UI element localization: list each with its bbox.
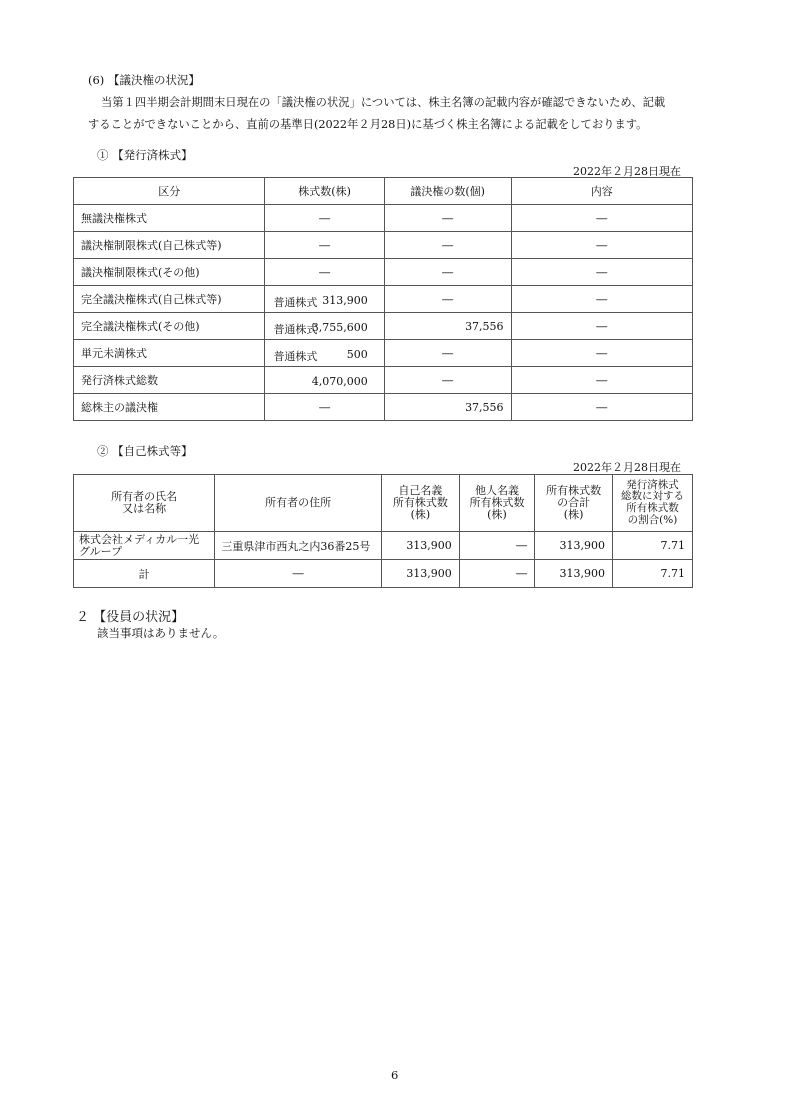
table-row: [74, 532, 693, 560]
row-shares-cell: [265, 286, 384, 313]
row-content: ―: [511, 313, 692, 340]
total-label: 計: [74, 560, 215, 588]
row-content: ―: [511, 205, 692, 232]
row-label: 完全議決権株式(その他): [74, 313, 265, 340]
paragraph-line-1: 当第１四半期会計期間末日現在の「議決権の状況」については、株主名簿の記載内容が確認できないため、記載: [101, 96, 666, 109]
row-shares-cell: [265, 367, 384, 394]
row-label: 発行済株式総数: [74, 367, 265, 394]
header-line: 所有者の氏名: [111, 489, 178, 503]
ratio: 7.71: [613, 532, 693, 560]
share-class: 普通株式: [273, 296, 318, 309]
header-line: (株): [563, 508, 584, 522]
treasury-date-note: 2022年２月28日現在: [573, 461, 681, 474]
header-line: (株): [487, 508, 507, 522]
other-name-shares: ―: [459, 532, 534, 560]
paragraph-line-2: することができないことから、直前の基準日(2022年２月28日)に基づく株主名簿による記載をしております。: [88, 118, 648, 131]
issued-date-note: 2022年２月28日現在: [573, 165, 681, 178]
row-shares: ―: [265, 232, 384, 259]
row-votes: ―: [384, 286, 511, 313]
row-shares-cell: [265, 313, 384, 340]
row-label: 完全議決権株式(自己株式等): [74, 286, 265, 313]
total-shares: 313,900: [535, 560, 613, 588]
table-row: [74, 286, 693, 313]
row-content: ―: [511, 232, 692, 259]
owner-name: [74, 532, 215, 560]
row-content: ―: [511, 340, 692, 367]
row-content: ―: [511, 367, 692, 394]
table-row: [74, 259, 693, 286]
row-shares: ―: [265, 259, 384, 286]
share-class: 普通株式: [273, 323, 318, 336]
row-label: 議決権制限株式(その他): [74, 259, 265, 286]
table-row: [74, 394, 693, 421]
owner-address: 三重県津市西丸之内36番25号: [215, 532, 382, 560]
share-count: 4,070,000: [311, 375, 368, 388]
header-line: の割合(%): [627, 513, 678, 526]
share-count: 500: [346, 348, 368, 361]
other-name-shares: ―: [459, 560, 534, 588]
table-header-row: [74, 178, 693, 205]
header-line: の合計: [557, 495, 591, 509]
share-count: 3,755,600: [311, 321, 368, 334]
header-line: 又は名称: [122, 502, 167, 515]
header-shares: 株式数(株): [265, 178, 384, 205]
header-own-name-shares: [381, 475, 459, 532]
owner-name-line: グループ: [79, 544, 123, 558]
header-line: 発行済株式: [626, 478, 679, 491]
header-total-shares: [535, 475, 613, 532]
header-line: 総数に対する: [621, 490, 685, 503]
header-ratio: [613, 475, 693, 532]
header-content: 内容: [511, 178, 692, 205]
row-shares-cell: [265, 340, 384, 367]
treasury-shares-table: [73, 474, 693, 588]
treasury-shares-heading: ② 【自己株式等】: [97, 444, 193, 458]
header-owner-name: [74, 475, 215, 532]
row-shares: ―: [265, 394, 384, 421]
header-line: 所有株式数: [546, 483, 602, 497]
header-line: 他人名義: [474, 483, 519, 497]
issued-shares-table: [73, 177, 693, 421]
owner-address: ―: [215, 560, 382, 588]
own-name-shares: 313,900: [381, 532, 459, 560]
table-row: [74, 367, 693, 394]
own-name-shares: 313,900: [381, 560, 459, 588]
table-row: [74, 232, 693, 259]
header-line: 自己名義: [398, 483, 443, 497]
row-shares: ―: [265, 205, 384, 232]
row-votes: 37,556: [384, 313, 511, 340]
header-line: 所有株式数: [469, 495, 525, 509]
issued-shares-heading: ① 【発行済株式】: [97, 148, 193, 162]
row-votes: 37,556: [384, 394, 511, 421]
header-line: 所有株式数: [626, 502, 679, 514]
page-number: 6: [391, 1068, 399, 1082]
table-row: [74, 560, 693, 588]
header-votes: 議決権の数(個): [384, 178, 511, 205]
row-votes: ―: [384, 367, 511, 394]
row-content: ―: [511, 286, 692, 313]
row-votes: ―: [384, 232, 511, 259]
row-votes: ―: [384, 340, 511, 367]
table-header-row: [74, 475, 693, 532]
row-votes: ―: [384, 259, 511, 286]
row-label: 単元未満株式: [74, 340, 265, 367]
header-line: (株): [410, 508, 431, 522]
ratio: 7.71: [613, 560, 693, 588]
header-category: 区分: [74, 178, 265, 205]
row-content: ―: [511, 259, 692, 286]
header-line: 所有株式数: [392, 495, 448, 509]
officers-text: 該当事項はありません。: [97, 626, 225, 640]
row-votes: ―: [384, 205, 511, 232]
row-content: ―: [511, 394, 692, 421]
row-label: 無議決権株式: [74, 205, 265, 232]
header-line: 所有者の住所: [265, 495, 332, 509]
officers-heading: ２ 【役員の状況】: [76, 610, 185, 625]
table-row: [74, 340, 693, 367]
section-heading: (6) 【議決権の状況】: [88, 73, 200, 87]
table-row: [74, 205, 693, 232]
row-label: 議決権制限株式(自己株式等): [74, 232, 265, 259]
owner-name-line: 株式会社メディカル一光: [79, 532, 200, 546]
share-count: 313,900: [322, 294, 368, 307]
row-label: 総株主の議決権: [74, 394, 265, 421]
total-shares: 313,900: [535, 532, 613, 560]
header-owner-address: [215, 475, 382, 532]
header-other-name-shares: [459, 475, 534, 532]
share-class: 普通株式: [273, 350, 318, 363]
table-row: [74, 313, 693, 340]
